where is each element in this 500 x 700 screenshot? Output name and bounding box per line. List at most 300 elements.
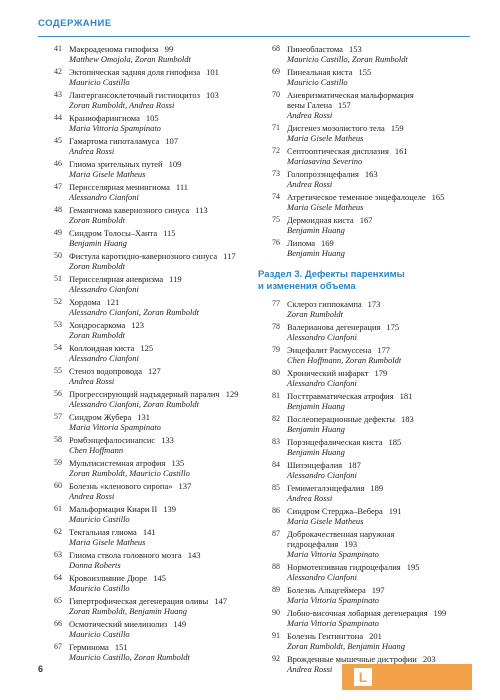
chapter-number: 50 [54, 251, 62, 260]
entry-page-number: 141 [142, 527, 156, 537]
entry-authors: Maria Vittoria Spampinato [69, 123, 161, 133]
entry-page-number: 105 [145, 113, 159, 123]
entry-title: Порэнцефалическая киста [287, 437, 383, 447]
entry-page-number: 169 [321, 238, 334, 248]
entry-title: Краниофарингиома [69, 113, 140, 123]
entry-page-number: 173 [367, 299, 381, 309]
entry-title-continued: гидроцефалия [287, 539, 339, 549]
entry-title-line [287, 44, 470, 54]
entry-page-number: 183 [400, 414, 414, 424]
toc-entry[interactable] [38, 412, 246, 435]
entry-authors: Mauricio Castillo [69, 514, 130, 524]
entry-title: Гипертрофическая дегенерация оливы [69, 596, 209, 606]
entry-page-number: 195 [406, 562, 420, 572]
page-title: СОДЕРЖАНИЕ [38, 18, 112, 29]
entry-title: Энцефалит Расмуссена [287, 345, 372, 355]
entry-title-line [287, 299, 470, 309]
toc-entry[interactable] [256, 585, 470, 608]
toc-entry[interactable] [38, 205, 246, 228]
toc-entry[interactable] [38, 320, 246, 343]
chapter-number: 92 [272, 654, 280, 663]
entry-title: Атретическое теменное энцефалоцеле [287, 192, 426, 202]
entry-authors: Zoran Rumboldt [69, 215, 125, 225]
entry-authors: Andrea Rossi [287, 664, 333, 674]
entry-title: Гемимегалэнцефалия [287, 483, 365, 493]
entry-title: Пинеобластома [287, 44, 343, 54]
entry-title: Аневризматическая мальформация [287, 90, 414, 100]
entry-title: Мальформация Киари II [69, 504, 158, 514]
entry-title-line [69, 504, 246, 514]
entry-title: Нормотензивная гидроцефалия [287, 562, 401, 572]
chapter-number: 85 [272, 483, 280, 492]
entry-title-line [69, 412, 246, 422]
entry-authors: Chen Hoffmann [69, 445, 124, 455]
entry-authors: Zoran Rumboldt [287, 309, 343, 319]
entry-page-number: 145 [153, 573, 166, 583]
toc-entry[interactable] [38, 297, 246, 320]
entry-authors: Benjamin Huang [69, 238, 127, 248]
entry-body [287, 238, 470, 261]
chapter-number: 55 [54, 366, 62, 375]
entry-authors: Zoran Rumboldt, Benjamin Huang [69, 606, 188, 616]
section-heading-line1: Раздел 3. Дефекты паренхимы [258, 269, 405, 280]
entry-title: Синдром Толосы–Ханта [69, 228, 158, 238]
entry-authors: Andrea Rossi [69, 376, 115, 386]
entry-page-number: 179 [374, 368, 388, 378]
toc-entry[interactable] [38, 642, 246, 665]
entry-title-line [287, 90, 470, 100]
entry-title: Лангергансоклеточный гистиоцитоз [69, 90, 200, 100]
entry-body [287, 90, 470, 123]
chapter-number: 70 [272, 90, 280, 99]
entry-body [69, 481, 246, 504]
entry-title-line [287, 215, 470, 225]
chapter-number: 66 [54, 619, 62, 628]
toc-entry[interactable] [256, 460, 470, 483]
chapter-number: 84 [272, 460, 280, 469]
toc-entry[interactable] [38, 136, 246, 159]
entry-title-line [69, 527, 246, 537]
entry-body [287, 322, 470, 345]
chapter-number: 60 [54, 481, 62, 490]
toc-entry[interactable] [38, 343, 246, 366]
entry-body [287, 67, 470, 90]
entry-page-number: 157 [338, 100, 351, 110]
entry-page-number: 129 [225, 389, 239, 399]
entry-title-line [69, 320, 246, 330]
entry-page-number: 159 [390, 123, 404, 133]
entry-body [69, 619, 246, 642]
entry-body [287, 585, 470, 608]
entry-body [287, 44, 470, 67]
entry-title-line [287, 631, 470, 641]
entry-title: Валериановa дегенерация [287, 322, 381, 332]
entry-authors: Benjamin Huang [287, 248, 345, 258]
entry-authors: Zoran Rumboldt, Andrea Rossi [69, 100, 175, 110]
toc-entry[interactable] [256, 345, 470, 368]
entry-page-number: 175 [386, 322, 400, 332]
entry-page-number: 199 [433, 608, 447, 618]
toc-entry[interactable] [256, 169, 470, 192]
toc-entry[interactable] [38, 596, 246, 619]
toc-entry[interactable] [38, 550, 246, 573]
toc-entry[interactable] [38, 481, 246, 504]
entry-page-number: 185 [388, 437, 402, 447]
entry-body [287, 215, 470, 238]
entry-title-line [69, 205, 246, 215]
chapter-number: 90 [272, 608, 280, 617]
entry-title: Ромбэнцефалосинапсис [69, 435, 156, 445]
toc-entry[interactable] [38, 159, 246, 182]
toc-entry[interactable] [38, 67, 246, 90]
toc-entry[interactable] [256, 192, 470, 215]
entry-page-number: 125 [140, 343, 154, 353]
chapter-number: 72 [272, 146, 280, 155]
toc-entry[interactable] [38, 389, 246, 412]
entry-title-line [287, 192, 470, 202]
entry-page-number: 193 [344, 539, 358, 549]
entry-authors: Alessandro Cianfoni [287, 378, 357, 388]
chapter-number: 88 [272, 562, 280, 571]
chapter-number: 67 [54, 642, 62, 651]
entry-page-number: 111 [175, 182, 189, 192]
entry-title-line [287, 562, 470, 572]
entry-body [287, 146, 470, 169]
entry-title: Гемангиома кавернозного синуса [69, 205, 190, 215]
section-heading-line2: и изменения объема [258, 281, 356, 292]
chapter-number: 46 [54, 159, 62, 168]
entry-authors: Maria Vittoria Spampinato [69, 422, 161, 432]
chapter-number: 69 [272, 67, 280, 76]
entry-title-line [69, 228, 246, 238]
entry-authors: Matthew Omojola, Zoran Rumboldt [69, 54, 191, 64]
entry-title-line [69, 182, 246, 192]
toc-entry[interactable] [256, 437, 470, 460]
entry-title-line [287, 345, 470, 355]
toc-entry[interactable] [38, 619, 246, 642]
entry-title: Коллоидная киста [69, 343, 135, 353]
entry-page-number: 133 [161, 435, 174, 445]
chapter-number: 43 [54, 90, 62, 99]
toc-entry[interactable] [38, 458, 246, 481]
chapter-number: 49 [54, 228, 62, 237]
entry-title: Стеноз водопровода [69, 366, 142, 376]
entry-page-number: 177 [377, 345, 390, 355]
chapter-number: 77 [272, 299, 280, 308]
entry-body [287, 123, 470, 146]
entry-page-number: 155 [358, 67, 372, 77]
chapter-number: 62 [54, 527, 62, 536]
section-heading [256, 269, 470, 293]
entry-page-number: 143 [187, 550, 201, 560]
entry-authors: Mauricio Castillo [69, 629, 130, 639]
toc-entry[interactable] [256, 67, 470, 90]
toc-entry[interactable] [38, 573, 246, 596]
entry-title-line [69, 550, 246, 560]
toc-entry[interactable] [256, 414, 470, 437]
chapter-number: 68 [272, 44, 280, 53]
entry-title: Болезнь «кленового сиропа» [69, 481, 173, 491]
entry-authors: Maria Vittoria Spampinato [287, 549, 379, 559]
entry-title-line [287, 146, 470, 156]
entry-body [69, 412, 246, 435]
chapter-number: 83 [272, 437, 280, 446]
entry-title: Кровоизлияние Дюре [69, 573, 148, 583]
entry-page-number: 137 [178, 481, 192, 491]
entry-authors: Benjamin Huang [287, 424, 345, 434]
toc-entry[interactable] [38, 527, 246, 550]
entry-authors: Mauricio Castillo [69, 583, 130, 593]
entry-authors: Maria Vittoria Spampinato [287, 618, 379, 628]
entry-authors: Alessandro Cianfoni [287, 572, 357, 582]
entry-body [69, 159, 246, 182]
toc-entry[interactable] [256, 215, 470, 238]
entry-title: Хордома [69, 297, 101, 307]
chapter-number: 79 [272, 345, 280, 354]
entry-body [69, 527, 246, 550]
toc-entry[interactable] [256, 299, 470, 322]
toc-entry[interactable] [256, 562, 470, 585]
toc-entry[interactable] [256, 123, 470, 146]
entry-page-number: 167 [359, 215, 373, 225]
entry-body [69, 573, 246, 596]
toc-entry[interactable] [256, 608, 470, 631]
entry-title: Липома [287, 238, 316, 248]
toc-entry[interactable] [38, 113, 246, 136]
toc-entry[interactable] [38, 274, 246, 297]
entry-authors: Benjamin Huang [287, 447, 345, 457]
chapter-number: 63 [54, 550, 62, 559]
entry-page-number: 107 [165, 136, 179, 146]
entry-title-line [287, 529, 470, 539]
chapter-number: 45 [54, 136, 62, 145]
entry-title-line [69, 619, 246, 629]
toc-entry[interactable] [256, 146, 470, 169]
entry-page-number: 101 [206, 67, 219, 77]
entry-authors: Mauricio Castillo [69, 77, 130, 87]
chapter-number: 59 [54, 458, 62, 467]
entry-page-number: 165 [431, 192, 445, 202]
entry-body [69, 136, 246, 159]
entry-authors: Maria Gisele Matheus [69, 537, 146, 547]
entry-title: Пинеальная киста [287, 67, 353, 77]
chapter-number: 81 [272, 391, 280, 400]
entry-title-line [69, 642, 246, 652]
entry-title-line [69, 274, 246, 284]
entry-title-line [69, 435, 246, 445]
toc-entry[interactable] [38, 228, 246, 251]
entry-authors: Andrea Rossi [69, 146, 115, 156]
entry-body [69, 550, 246, 573]
toc-left-column [38, 44, 246, 665]
entry-body [69, 251, 246, 274]
entry-body [69, 205, 246, 228]
entry-authors: Benjamin Huang [287, 401, 345, 411]
toc-entry[interactable] [38, 44, 246, 67]
chapter-number: 48 [54, 205, 62, 214]
chapter-number: 47 [54, 182, 62, 191]
entry-page-number: 127 [147, 366, 161, 376]
entry-title-line [69, 343, 246, 353]
entry-authors: Alessandro Cianfoni [69, 192, 139, 202]
entry-title-line [287, 483, 470, 493]
entry-title: Осмотический миелинолиз [69, 619, 168, 629]
entry-body [287, 437, 470, 460]
toc-entry[interactable] [256, 483, 470, 506]
entry-title-line [287, 67, 470, 77]
entry-authors: Zoran Rumboldt [69, 261, 125, 271]
toc-entry[interactable] [38, 504, 246, 527]
entry-authors: Alessandro Cianfoni [69, 353, 139, 363]
entry-body [287, 631, 470, 654]
entry-title-line [69, 481, 246, 491]
entry-title-line [287, 414, 470, 424]
entry-body [69, 504, 246, 527]
toc-entry[interactable] [38, 90, 246, 113]
entry-body [287, 562, 470, 585]
entry-title-line [287, 368, 470, 378]
entry-authors: Alessandro Cianfoni [69, 284, 139, 294]
toc-entry[interactable] [256, 391, 470, 414]
entry-title-line [287, 506, 470, 516]
toc-entry[interactable] [256, 238, 470, 261]
entry-authors: Zoran Rumboldt, Mauricio Castillo [69, 468, 190, 478]
entry-title-line [287, 100, 470, 110]
entry-body [287, 460, 470, 483]
entry-body [287, 345, 470, 368]
entry-body [287, 368, 470, 391]
entry-body [69, 67, 246, 90]
toc-entry[interactable] [256, 368, 470, 391]
chapter-number: 71 [272, 123, 280, 132]
entry-body [69, 44, 246, 67]
toc-entry[interactable] [256, 322, 470, 345]
entry-title-line [69, 596, 246, 606]
entry-title: Доброкачественная наружная [287, 529, 395, 539]
entry-title: Болезнь Гентингтона [287, 631, 364, 641]
entry-title: Септооптическая дисплазия [287, 146, 389, 156]
entry-title: Синдром Жубера [69, 412, 132, 422]
entry-authors: Alessandro Cianfoni, Zoran Rumboldt [69, 399, 200, 409]
entry-authors: Andrea Rossi [287, 179, 333, 189]
entry-page-number: 187 [348, 460, 361, 470]
chapter-number: 82 [272, 414, 280, 423]
entry-page-number: 203 [422, 654, 436, 664]
entry-authors: Maria Gisele Matheus [287, 202, 364, 212]
entry-page-number: 163 [364, 169, 378, 179]
entry-title-line [69, 573, 246, 583]
entry-title: Глиома ствола головного мозга [69, 550, 182, 560]
entry-page-number: 197 [371, 585, 385, 595]
entry-title: Фистула каротидно-кавернозного синуса [69, 251, 218, 261]
entry-title-line [287, 608, 470, 618]
entry-body [69, 297, 246, 320]
entry-title: Посттравматическая атрофия [287, 391, 394, 401]
entry-page-number: 115 [163, 228, 176, 238]
toc-right-column [256, 44, 470, 677]
chapter-number: 86 [272, 506, 280, 515]
entry-body [69, 458, 246, 481]
entry-title-line [69, 67, 246, 77]
entry-title-line [69, 159, 246, 169]
chapter-number: 87 [272, 529, 280, 538]
toc-entry[interactable] [38, 435, 246, 458]
entry-body [69, 389, 246, 412]
toc-entry[interactable] [38, 251, 246, 274]
entry-page-number: 119 [169, 274, 182, 284]
entry-title-line [287, 654, 470, 664]
chapter-number: 54 [54, 343, 62, 352]
chapter-number: 42 [54, 67, 62, 76]
toc-entry[interactable] [256, 631, 470, 654]
toc-entry[interactable] [256, 90, 470, 123]
entry-title-line [69, 366, 246, 376]
toc-entry[interactable] [256, 529, 470, 562]
entry-body [287, 299, 470, 322]
entry-authors: Mauricio Castillo, Zoran Rumboldt [69, 652, 190, 662]
chapter-number: 65 [54, 596, 62, 605]
entry-title: Мультисистемная атрофия [69, 458, 166, 468]
toc-entry[interactable] [256, 506, 470, 529]
entry-authors: Maria Gisele Matheus [287, 516, 364, 526]
entry-page-number: 189 [370, 483, 384, 493]
toc-entry[interactable] [256, 44, 470, 67]
entry-title-line [287, 238, 470, 248]
entry-authors: Donna Roberts [69, 560, 121, 570]
entry-title: Макроаденома гипофиза [69, 44, 159, 54]
entry-page-number: 121 [106, 297, 120, 307]
entry-body [69, 343, 246, 366]
chapter-number: 91 [272, 631, 280, 640]
entry-title: Гамартома гипоталамуса [69, 136, 160, 146]
chapter-number: 76 [272, 238, 280, 247]
entry-title: Шизэнцефалия [287, 460, 343, 470]
entry-authors: Andrea Rossi [287, 493, 333, 503]
chapter-number: 78 [272, 322, 280, 331]
toc-entry[interactable] [38, 182, 246, 205]
entry-title: Глиома зрительных путей [69, 159, 163, 169]
chapter-number: 80 [272, 368, 280, 377]
chapter-number: 74 [272, 192, 280, 201]
entry-body [287, 483, 470, 506]
entry-authors: Andrea Rossi [287, 110, 333, 120]
entry-title: Прогрессирующий надъядерный паралич [69, 389, 220, 399]
watermark-logo [342, 664, 472, 690]
toc-entry[interactable] [38, 366, 246, 389]
entry-title-line [287, 169, 470, 179]
chapter-number: 64 [54, 573, 62, 582]
entry-body [287, 529, 470, 562]
entry-authors: Maria Vittoria Spampinato [287, 595, 379, 605]
entry-title: Склероз гиппокампа [287, 299, 362, 309]
entry-body [69, 366, 246, 389]
chapter-number: 56 [54, 389, 62, 398]
chapter-number: 53 [54, 320, 62, 329]
entry-body [69, 228, 246, 251]
entry-title-line [69, 389, 246, 399]
entry-title: Хондросаркома [69, 320, 126, 330]
chapter-number: 89 [272, 585, 280, 594]
entry-body [287, 192, 470, 215]
entry-page-number: 149 [173, 619, 187, 629]
entry-page-number: 131 [137, 412, 151, 422]
chapter-number: 75 [272, 215, 280, 224]
entry-title: Голопрозэнцефалия [287, 169, 359, 179]
entry-title: Эктопическая задняя доля гипофиза [69, 67, 201, 77]
entry-title: Перисселярная менингиома [69, 182, 170, 192]
entry-title: Тектальная глиома [69, 527, 137, 537]
chapter-number: 61 [54, 504, 62, 513]
